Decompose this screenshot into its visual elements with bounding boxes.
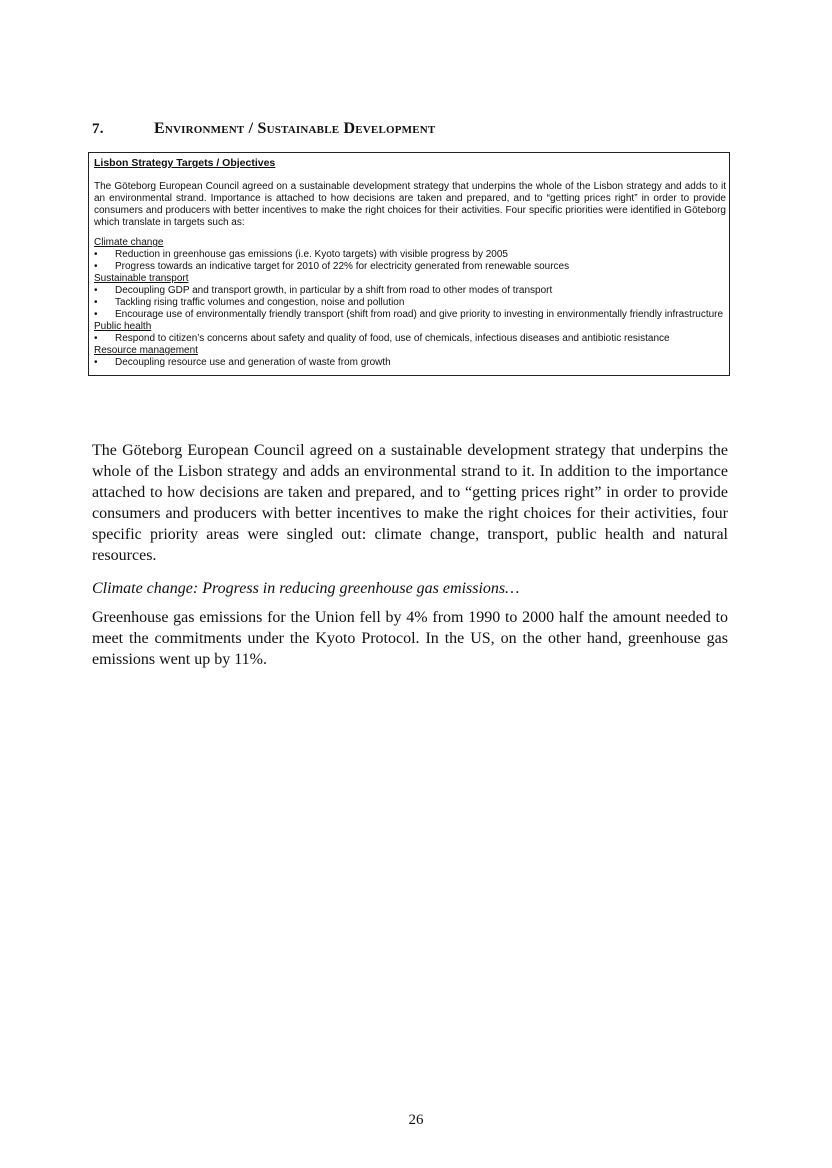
box-title: Lisbon Strategy Targets / Objectives <box>94 157 276 169</box>
body-paragraph: The Göteborg European Council agreed on a sustainable development strategy that underpins the whole of the Lisbon strategy and adds an environmental strand to it. In addition to the importance attached to how decisions are taken and prepared, and to “getting prices right” in order to provide consumers and producers with better incentives to make the right choices for their activities, four specific priority areas were singled out: climate change, transport, public health and natural resources. <box>92 442 728 564</box>
group-public-health <box>94 321 726 345</box>
section-title: Environment / Sustainable Development <box>153 120 436 137</box>
group-resource-management <box>94 345 726 369</box>
group-heading: Climate change <box>94 237 164 248</box>
lisbon-targets-box <box>88 152 730 376</box>
group-heading: Resource management <box>94 345 198 356</box>
body-paragraph: Greenhouse gas emissions for the Union fell by 4% from 1990 to 2000 half the amount needed to meet the commitments under the Kyoto Protocol. In the US, on the other hand, greenhouse gas emissions went up by 11%. <box>92 609 728 668</box>
bullet-item: • Tackling rising traffic volumes and congestion, noise and pollution <box>94 297 726 309</box>
bullet-item: • Encourage use of environmentally friendly transport (shift from road) and give priority to investing in environmentally friendly infrastructure <box>94 309 726 321</box>
bullet-list <box>94 249 726 273</box>
subheading: Climate change: Progress in reducing greenhouse gas emissions… <box>92 580 520 597</box>
group-heading: Public health <box>94 321 152 332</box>
bullet-list <box>94 333 726 345</box>
bullet-list <box>94 285 726 321</box>
bullet-item: • Progress towards an indicative target for 2010 of 22% for electricity generated from renewable sources <box>94 261 726 273</box>
section-heading <box>92 120 435 138</box>
bullet-item: • Reduction in greenhouse gas emissions (i.e. Kyoto targets) with visible progress by 2005 <box>94 249 726 261</box>
group-heading: Sustainable transport <box>94 273 189 284</box>
section-number: 7. <box>92 121 104 137</box>
group-climate-change <box>94 237 726 273</box>
bullet-item: • Decoupling resource use and generation of waste from growth <box>94 357 726 369</box>
box-intro: The Göteborg European Council agreed on a sustainable development strategy that underpins the whole of the Lisbon strategy and adds to it an environmental strand. Importance is attached to how decisions are taken and prepared, and to “getting prices right” in order to provide consumers and producers with better incentives to make the right choices for their activities. Four specific priorities were identified in Göteborg which translate in targets such as: <box>94 181 726 228</box>
bullet-list <box>94 357 726 369</box>
bullet-item: • Decoupling GDP and transport growth, in particular by a shift from road to other modes of transport <box>94 285 726 297</box>
bullet-item: • Respond to citizen’s concerns about safety and quality of food, use of chemicals, infectious diseases and antibiotic resistance <box>94 333 726 345</box>
page-number: 26 <box>408 1112 424 1128</box>
group-sustainable-transport <box>94 273 726 321</box>
